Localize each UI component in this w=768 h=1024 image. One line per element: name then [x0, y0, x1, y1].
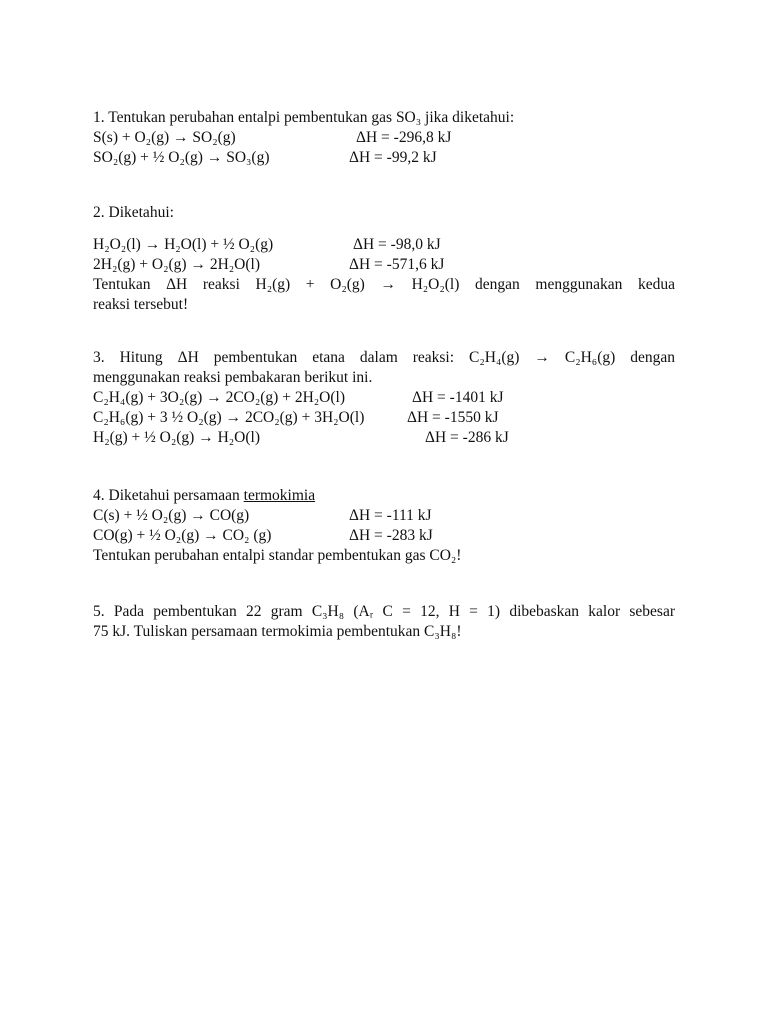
q4-equation-2: CO(g) + ½ O₂(g) → CO₂ (g): [93, 527, 272, 544]
q3-equation-2: C₂H₆(g) + 3 ½ O₂(g) → 2CO₂(g) + 3H₂O(l): [93, 409, 365, 426]
q3-intro-line-2: menggunakan reaksi pembakaran berikut ini.: [93, 369, 373, 386]
q2-task-line-1: Tentukan ΔH reaksi H₂(g) + O₂(g) → H₂O₂(l) dengan menggunakan kedua: [93, 276, 675, 293]
q3-enthalpy-1: ΔH = -1401 kJ: [412, 389, 504, 406]
q1-enthalpy-1: ΔH = -296,8 kJ: [356, 129, 452, 146]
q1-intro: 1. Tentukan perubahan entalpi pembentukan gas SO₃ jika diketahui:: [93, 109, 515, 126]
q3-equation-3: H₂(g) + ½ O₂(g) → H₂O(l): [93, 429, 261, 446]
q4-task: Tentukan perubahan entalpi standar pembentukan gas CO₂!: [93, 547, 462, 564]
q4-enthalpy-2: ΔH = -283 kJ: [349, 527, 433, 544]
q5-line-2: 75 kJ. Tuliskan persamaan termokimia pembentukan C₃H₈!: [93, 623, 462, 640]
q3-enthalpy-2: ΔH = -1550 kJ: [407, 409, 499, 426]
q1-equation-1: S(s) + O₂(g) → SO₂(g): [93, 129, 236, 146]
q4-intro: [93, 486, 315, 506]
q4-intro-term: termokimia: [243, 487, 316, 504]
q4-equation-1: C(s) + ½ O₂(g) → CO(g): [93, 507, 250, 524]
q2-equation-1: H₂O₂(l) → H₂O(l) + ½ O₂(g): [93, 236, 274, 253]
q1-equation-2: SO₂(g) + ½ O₂(g) → SO₃(g): [93, 149, 270, 166]
q4-intro-prefix: 4. Diketahui persamaan: [93, 487, 240, 504]
q2-task-line-2: reaksi tersebut!: [93, 296, 189, 313]
q3-enthalpy-3: ΔH = -286 kJ: [425, 429, 509, 446]
q2-enthalpy-2: ΔH = -571,6 kJ: [349, 256, 445, 273]
q2-equation-2: 2H₂(g) + O₂(g) → 2H₂O(l): [93, 256, 261, 273]
q1-enthalpy-2: ΔH = -99,2 kJ: [349, 149, 437, 166]
q3-equation-1: C₂H₄(g) + 3O₂(g) → 2CO₂(g) + 2H₂O(l): [93, 389, 345, 406]
q2-intro: 2. Diketahui:: [93, 204, 174, 221]
q4-enthalpy-1: ΔH = -111 kJ: [349, 507, 432, 524]
q5-line-1: 5. Pada pembentukan 22 gram C₃H₈ (Aᵣ C = 12, H = 1) dibebaskan kalor sebesar: [93, 603, 675, 620]
q2-enthalpy-1: ΔH = -98,0 kJ: [353, 236, 441, 253]
q3-intro-line-1: 3. Hitung ΔH pembentukan etana dalam reaksi: C₂H₄(g) → C₂H₆(g) dengan: [93, 349, 675, 366]
